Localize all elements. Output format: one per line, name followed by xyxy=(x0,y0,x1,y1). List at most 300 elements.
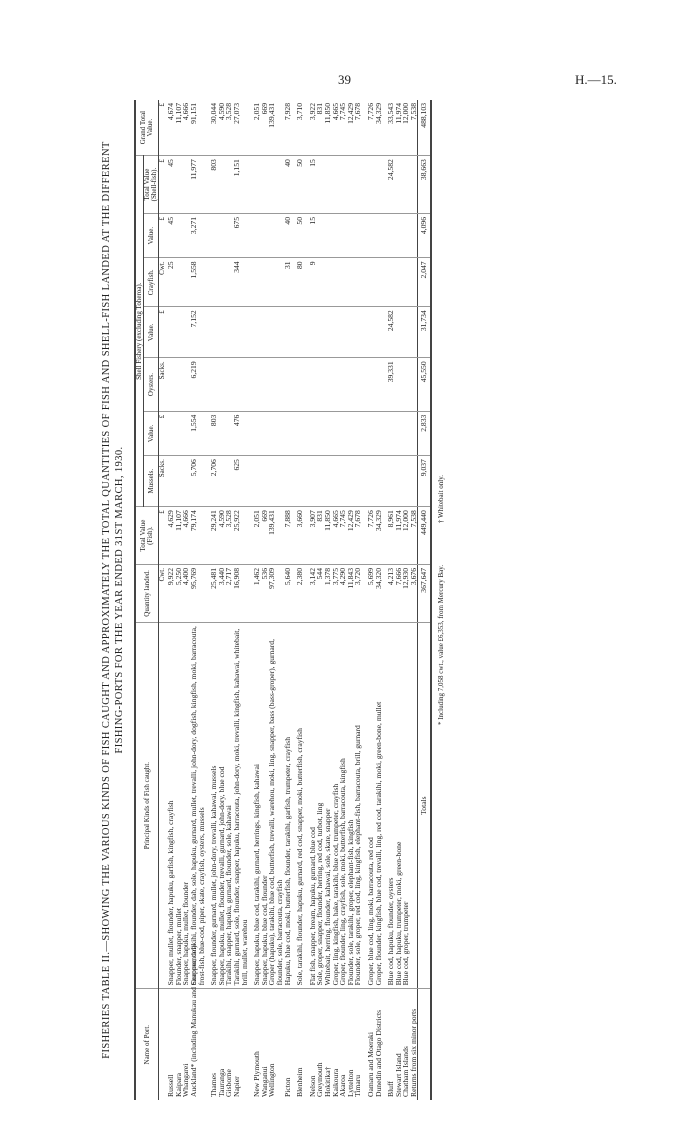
row-kinds: Blue cod, groper, trumpeter xyxy=(402,622,410,989)
row-shell-value: 40 xyxy=(284,156,292,214)
row-oysters-value xyxy=(261,307,269,358)
row-port: Gisborne xyxy=(224,1069,234,1097)
row-quantity: 5,640 xyxy=(284,565,292,623)
row-port: Dunedin and Otago Districts xyxy=(373,1009,383,1097)
row-crayfish-value xyxy=(339,213,347,257)
row-grand-total: 7,538 xyxy=(410,100,418,156)
row-crayfish-value: 50 xyxy=(296,213,304,257)
row-oysters xyxy=(375,358,383,411)
row-mussels-value xyxy=(410,411,418,455)
row-shell-value: 803 xyxy=(210,156,218,214)
row-oysters xyxy=(268,358,283,411)
row-mussels xyxy=(354,456,362,507)
row-mussels-value xyxy=(332,411,340,455)
row-mussels-value xyxy=(402,411,410,455)
header-crayfish: Crayfish. xyxy=(144,258,159,307)
row-shell-value xyxy=(354,156,362,214)
row-port: Stewart Island xyxy=(393,1053,403,1097)
row-oysters-value xyxy=(284,307,292,358)
row-mussels-value xyxy=(309,411,317,455)
row-grand-total: 30,044 xyxy=(210,100,218,156)
totals-oysters: 45,550 xyxy=(418,358,431,411)
header-grand-total: Grand Total Value. xyxy=(135,100,159,156)
row-kinds: Flat fish, snapper, bream, hapuku, gurnard, blue cod xyxy=(309,622,317,989)
row-oysters-value xyxy=(316,307,324,358)
row-oysters xyxy=(324,358,332,411)
row-oysters-value xyxy=(175,307,183,358)
unit-cell: Cwt. xyxy=(159,258,168,307)
row-kinds: Snapper, flounder, gurnard, mullet, john-dory, trevalli, kahawai, mussels xyxy=(210,622,218,989)
row-crayfish: 1,558 xyxy=(190,258,205,307)
row-fish-value: 4,590 xyxy=(218,507,226,565)
header-crayfish-value: Value. xyxy=(144,213,159,257)
row-port: Picton xyxy=(282,1077,292,1097)
row-oysters-value xyxy=(268,307,283,358)
row-port: Akaroa xyxy=(338,1074,348,1097)
totals-grand-total: 488,103 xyxy=(418,100,431,156)
row-quantity: 1,378 xyxy=(324,565,332,623)
row-mussels xyxy=(167,456,175,507)
row-crayfish: 344 xyxy=(233,258,248,307)
row-grand-total: 4,666 xyxy=(182,100,190,156)
row-oysters-value xyxy=(324,307,332,358)
row-mussels xyxy=(253,456,261,507)
row-shell-value xyxy=(332,156,340,214)
row-crayfish xyxy=(261,258,269,307)
row-crayfish: 25 xyxy=(167,258,175,307)
totals-label: Totals xyxy=(418,622,431,989)
row-oysters xyxy=(367,358,375,411)
row-oysters-value xyxy=(375,307,383,358)
row-oysters xyxy=(225,358,233,411)
table-body xyxy=(159,100,418,1100)
totals-crayfish: 2,047 xyxy=(418,258,431,307)
row-quantity: 5,250 xyxy=(175,565,183,623)
row-mussels-value xyxy=(339,411,347,455)
row-mussels-value xyxy=(268,411,283,455)
row-oysters-value xyxy=(354,307,362,358)
row-crayfish-value xyxy=(210,213,218,257)
row-crayfish-value: 3,271 xyxy=(190,213,205,257)
row-grand-total: 669 xyxy=(261,100,269,156)
unit-cell: £ xyxy=(159,156,168,214)
row-grand-total: 33,543 xyxy=(387,100,395,156)
row-quantity: 11,843 xyxy=(347,565,355,623)
header-oysters-value: Value. xyxy=(144,307,159,358)
row-crayfish xyxy=(268,258,283,307)
row-kinds: Groper, blue cod, ling, moki, barracouta, red cod xyxy=(367,622,375,989)
unit-cell: Cwt. xyxy=(159,565,168,623)
row-crayfish-value xyxy=(316,213,324,257)
row-fish-value: 4,629 xyxy=(167,507,175,565)
row-fish-value: 11,107 xyxy=(175,507,183,565)
row-quantity: 3,142 xyxy=(309,565,317,623)
row-grand-total: 7,678 xyxy=(354,100,362,156)
row-quantity: 4,400 xyxy=(182,565,190,623)
row-mussels-value xyxy=(284,411,292,455)
row-grand-total: 4,665 xyxy=(332,100,340,156)
row-grand-total: 11,850 xyxy=(324,100,332,156)
row-shell-value xyxy=(316,156,324,214)
row-quantity: 25,481 xyxy=(210,565,218,623)
row-mussels xyxy=(332,456,340,507)
row-oysters xyxy=(253,358,261,411)
header-oysters: Oysters. xyxy=(144,358,159,411)
row-mussels-value xyxy=(218,411,226,455)
row-crayfish xyxy=(402,258,410,307)
row-oysters-value xyxy=(332,307,340,358)
row-mussels xyxy=(395,456,403,507)
row-fish-value: 12,000 xyxy=(402,507,410,565)
row-fish-value: 3,907 xyxy=(309,507,317,565)
row-kinds: Hapuku, blue cod, moki, butterfish, flounder, tarakihi, garfish, trumpeter, crayfish xyxy=(284,622,292,989)
row-kinds: Snapper, hapuku, mullet, flounder xyxy=(182,622,190,989)
row-shell-value xyxy=(268,156,283,214)
row-port: Thames xyxy=(209,1072,219,1097)
title-line-1: FISHERIES TABLE II.—SHOWING THE VARIOUS KINDS OF FISH CAUGHT AND APPROXIMATELY THE TOTAL QUANTITIES OF FISH AND SHELL-FISH LANDED AT THE DIFFERENT xyxy=(101,141,112,1059)
row-crayfish-value xyxy=(261,213,269,257)
row-kinds: Blue cod, hapuku, flounder, oysters xyxy=(387,622,395,989)
row-crayfish xyxy=(339,258,347,307)
row-mussels xyxy=(309,456,317,507)
row-crayfish-value xyxy=(324,213,332,257)
row-oysters-value xyxy=(253,307,261,358)
row-crayfish: 31 xyxy=(284,258,292,307)
row-mussels xyxy=(261,456,269,507)
row-mussels-value xyxy=(367,411,375,455)
row-fish-value: 831 xyxy=(316,507,324,565)
row-mussels-value: 476 xyxy=(233,411,248,455)
row-crayfish-value: 40 xyxy=(284,213,292,257)
page-number: 39 xyxy=(338,72,351,87)
row-crayfish: 80 xyxy=(296,258,304,307)
row-shell-value xyxy=(375,156,383,214)
row-crayfish: 9 xyxy=(309,258,317,307)
row-quantity: 3,720 xyxy=(354,565,362,623)
row-kinds: Tarakihi, snapper, hapuku, gurnard, flounder, sole, kahawai xyxy=(225,622,233,989)
row-quantity: 95,769 xyxy=(190,565,205,623)
row-oysters: 39,331 xyxy=(387,358,395,411)
row-mussels xyxy=(339,456,347,507)
row-fish-value: 7,888 xyxy=(284,507,292,565)
row-oysters xyxy=(284,358,292,411)
row-port: Oamaru and Moeraki xyxy=(365,1032,375,1097)
row-port: Whangarei xyxy=(181,1063,191,1097)
row-grand-total: 831 xyxy=(316,100,324,156)
totals-row xyxy=(418,100,431,1100)
row-crayfish xyxy=(375,258,383,307)
row-fish-value: 25,922 xyxy=(233,507,248,565)
row-crayfish-value xyxy=(347,213,355,257)
row-kinds: Tarakihi, gurnard, sole, flounder, snapper, hapuku, barracouta, john-dory, moki, trevalli, kingfish, kahawai, whitebait, brill, mullet, warehou xyxy=(233,622,248,989)
header-total-shell: Total Value (Shell-fish). xyxy=(144,156,159,214)
unit-cell: £ xyxy=(159,411,168,455)
row-mussels xyxy=(402,456,410,507)
row-grand-total: 34,329 xyxy=(375,100,383,156)
row-shell-value xyxy=(367,156,375,214)
row-quantity: 536 xyxy=(261,565,269,623)
row-crayfish xyxy=(347,258,355,307)
row-port: Greymouth xyxy=(315,1062,325,1097)
unit-cell: Sacks. xyxy=(159,358,168,411)
row-oysters xyxy=(210,358,218,411)
row-oysters-value xyxy=(210,307,218,358)
row-port: Wellington xyxy=(267,1063,277,1097)
header-mussels-value: Value. xyxy=(144,411,159,455)
row-grand-total: 7,745 xyxy=(339,100,347,156)
totals-mussels: 9,037 xyxy=(418,456,431,507)
row-fish-value: 3,528 xyxy=(225,507,233,565)
row-crayfish-value xyxy=(367,213,375,257)
row-crayfish-value xyxy=(395,213,403,257)
row-mussels xyxy=(296,456,304,507)
row-crayfish-value xyxy=(387,213,395,257)
row-mussels xyxy=(367,456,375,507)
unit-cell: £ xyxy=(159,100,168,156)
row-kinds: Snapper, tarakihi, flounder, dab, sole, hapuku, gurnard, mullet, trevalli, john-dory, dogfish, kingfish, moki, barracouta, frost-fish, blue-cod, piper, skate, crayfish, oysters, mussels xyxy=(190,622,205,989)
row-oysters xyxy=(339,358,347,411)
row-port: Timaru xyxy=(353,1074,363,1097)
row-oysters-value xyxy=(225,307,233,358)
row-fish-value: 3,660 xyxy=(296,507,304,565)
row-mussels: 5,706 xyxy=(190,456,205,507)
row-quantity: 5,699 xyxy=(367,565,375,623)
row-fish-value: 139,431 xyxy=(268,507,283,565)
row-oysters xyxy=(233,358,248,411)
row-crayfish xyxy=(354,258,362,307)
row-oysters-value xyxy=(309,307,317,358)
row-mussels-value xyxy=(354,411,362,455)
row-port: Russell xyxy=(166,1074,176,1097)
totals-crayfish-value: 4,096 xyxy=(418,213,431,257)
row-quantity: 1,462 xyxy=(253,565,261,623)
row-shell-value xyxy=(402,156,410,214)
row-shell-value: 24,582 xyxy=(387,156,395,214)
row-grand-total: 7,928 xyxy=(284,100,292,156)
row-shell-value xyxy=(324,156,332,214)
fisheries-table xyxy=(134,100,432,1100)
row-crayfish-value xyxy=(218,213,226,257)
row-crayfish xyxy=(332,258,340,307)
row-port: New Plymouth xyxy=(252,1051,262,1097)
header-mussels: Mussels. xyxy=(144,456,159,507)
row-grand-total: 12,000 xyxy=(402,100,410,156)
row-oysters xyxy=(167,358,175,411)
row-shell-value: 45 xyxy=(167,156,175,214)
row-quantity: 9,922 xyxy=(167,565,175,623)
row-mussels-value xyxy=(316,411,324,455)
row-kinds: Groper, flounder, ling, crayfish, sole, moki, butterfish, barracouta, kingfish xyxy=(339,622,347,989)
row-oysters-value: 24,582 xyxy=(387,307,395,358)
row-oysters-value xyxy=(395,307,403,358)
row-quantity: 2,717 xyxy=(225,565,233,623)
table-row xyxy=(284,100,292,1100)
row-kinds: Flounder, sole, groper, red cod, ling, kingfish, elephant-fish, barracouta, brill, gurnard xyxy=(354,622,362,989)
row-grand-total: 139,431 xyxy=(268,100,283,156)
row-quantity: 34,320 xyxy=(375,565,383,623)
row-oysters-value xyxy=(339,307,347,358)
header-quantity: Quantity landed. xyxy=(135,565,159,623)
row-crayfish xyxy=(410,258,418,307)
table-row xyxy=(296,100,304,1100)
row-grand-total: 11,974 xyxy=(395,100,403,156)
row-quantity: 2,380 xyxy=(296,565,304,623)
row-fish-value: 2,051 xyxy=(253,507,261,565)
row-mussels xyxy=(375,456,383,507)
row-oysters xyxy=(402,358,410,411)
table-row xyxy=(375,100,383,1100)
row-oysters xyxy=(347,358,355,411)
row-shell-value: 1,151 xyxy=(233,156,248,214)
row-grand-total: 91,151 xyxy=(190,100,205,156)
row-quantity: 12,930 xyxy=(402,565,410,623)
row-mussels xyxy=(268,456,283,507)
row-fish-value: 79,174 xyxy=(190,507,205,565)
row-grand-total: 4,590 xyxy=(218,100,226,156)
row-crayfish xyxy=(395,258,403,307)
row-crayfish xyxy=(218,258,226,307)
table-row xyxy=(233,100,248,1100)
row-fish-value: 7,538 xyxy=(410,507,418,565)
table-row xyxy=(190,100,205,1100)
row-grand-total: 3,528 xyxy=(225,100,233,156)
row-crayfish-value xyxy=(410,213,418,257)
row-oysters-value xyxy=(167,307,175,358)
row-kinds: Groper, flounder, kingfish, blue cod, trevalli, ling, red cod, tarakihi, moki, green-bone, mullet xyxy=(375,622,383,989)
row-kinds: Groper, ling, kingfish, hake, tarakihi, blue cod, trumpeter, crayfish xyxy=(332,622,340,989)
row-mussels xyxy=(218,456,226,507)
row-crayfish-value xyxy=(175,213,183,257)
row-oysters-value xyxy=(347,307,355,358)
row-crayfish-value: 45 xyxy=(167,213,175,257)
header-port: Name of Port. xyxy=(135,989,159,1100)
row-mussels-value xyxy=(175,411,183,455)
row-fish-value: 7,745 xyxy=(339,507,347,565)
row-crayfish-value: 15 xyxy=(309,213,317,257)
row-mussels-value xyxy=(253,411,261,455)
row-oysters xyxy=(410,358,418,411)
row-mussels-value xyxy=(296,411,304,455)
row-quantity: 16,908 xyxy=(233,565,248,623)
unit-cell: £ xyxy=(159,213,168,257)
row-grand-total: 7,726 xyxy=(367,100,375,156)
row-quantity: 4,290 xyxy=(339,565,347,623)
row-grand-total: 27,073 xyxy=(233,100,248,156)
row-oysters-value xyxy=(233,307,248,358)
row-fish-value: 4,666 xyxy=(182,507,190,565)
footnote-star: * Including 7,058 cwt., value £6,353, from Mercury Bay. xyxy=(437,564,446,726)
table-row xyxy=(402,100,410,1100)
row-mussels xyxy=(387,456,395,507)
row-kinds: Flounder, snapper, mullet xyxy=(175,622,183,989)
row-oysters-value xyxy=(410,307,418,358)
row-mussels xyxy=(284,456,292,507)
row-kinds: Sole, tarakihi, flounder, hapuku, gurnard, red cod, snapper, moki, butterfish, crayfish xyxy=(296,622,304,989)
row-oysters xyxy=(354,358,362,411)
row-port: Auckland* (including Manukau and Coromandel) xyxy=(189,945,199,1097)
row-port: Blenheim xyxy=(295,1067,305,1097)
row-shell-value xyxy=(253,156,261,214)
row-oysters-value xyxy=(218,307,226,358)
footnotes xyxy=(438,100,445,1100)
row-mussels xyxy=(410,456,418,507)
row-shell-value: 11,977 xyxy=(190,156,205,214)
row-grand-total: 12,429 xyxy=(347,100,355,156)
row-crayfish xyxy=(367,258,375,307)
row-port: Kaipara xyxy=(173,1072,183,1097)
row-fish-value: 4,665 xyxy=(332,507,340,565)
row-fish-value: 29,241 xyxy=(210,507,218,565)
row-port: Tauranga xyxy=(216,1068,226,1097)
row-port: Napier xyxy=(232,1076,241,1097)
row-oysters xyxy=(261,358,269,411)
row-mussels xyxy=(175,456,183,507)
row-quantity: 3,775 xyxy=(332,565,340,623)
row-grand-total: 2,051 xyxy=(253,100,261,156)
row-kinds: Snapper, hapuku, blue cod, tarakihi, gurnard, herrings, kingfish, kahawai xyxy=(253,622,261,989)
row-grand-total: 11,107 xyxy=(175,100,183,156)
row-mussels-value xyxy=(375,411,383,455)
row-crayfish xyxy=(387,258,395,307)
row-mussels-value xyxy=(387,411,395,455)
row-fish-value: 669 xyxy=(261,507,269,565)
row-mussels: 2,706 xyxy=(210,456,218,507)
row-shell-value: 50 xyxy=(296,156,304,214)
totals-shell-value: 38,663 xyxy=(418,156,431,214)
title-line-2: FISHING-PORTS FOR THE YEAR ENDED 31ST MARCH, 1930. xyxy=(114,446,126,754)
row-kinds: Snapper, hapuku, blue cod, flounder xyxy=(261,622,269,989)
row-kinds: Flounder, sole, tarakihi, groper, elephant-fish, kingfish xyxy=(347,622,355,989)
header-fish-value: Total Value (Fish). xyxy=(135,507,159,565)
row-crayfish-value xyxy=(354,213,362,257)
row-crayfish-value xyxy=(375,213,383,257)
row-port: Wanganui xyxy=(259,1066,269,1097)
row-quantity: 97,309 xyxy=(268,565,283,623)
report-reference: H.—15. xyxy=(575,72,617,87)
row-shell-value xyxy=(261,156,269,214)
totals-quantity: 367,647 xyxy=(418,565,431,623)
row-mussels: 625 xyxy=(233,456,248,507)
footnote-dagger: † Whitebait only. xyxy=(437,474,446,524)
rotated-table-page xyxy=(100,100,660,1100)
row-shell-value xyxy=(218,156,226,214)
row-kinds: Snapper, hapuku, mullet, flounder, trevalli, gurnard, john-dory, blue cod xyxy=(218,622,226,989)
row-kinds: Snapper, mullet, flounder, hapuku, garfish, kingfish, crayfish xyxy=(167,622,175,989)
row-crayfish xyxy=(253,258,261,307)
unit-cell: £ xyxy=(159,507,168,565)
row-kinds: Sole, groper, snapper, flounder, herring, red cod, turbot, ling xyxy=(316,622,324,989)
row-shell-value xyxy=(395,156,403,214)
totals-fish-value: 449,440 xyxy=(418,507,431,565)
row-oysters xyxy=(175,358,183,411)
row-kinds xyxy=(410,622,418,989)
table-row xyxy=(268,100,283,1100)
row-kinds: Blue cod, hapuku, trumpeter, moki, green-bone xyxy=(395,622,403,989)
row-shell-value xyxy=(339,156,347,214)
row-crayfish-value xyxy=(402,213,410,257)
row-shell-value xyxy=(175,156,183,214)
totals-oysters-value: 31,734 xyxy=(418,307,431,358)
row-shell-value xyxy=(347,156,355,214)
row-oysters xyxy=(332,358,340,411)
row-grand-total: 4,674 xyxy=(167,100,175,156)
header-shell-group: Shell Fishery (excluding Toheroa). xyxy=(135,156,144,507)
row-mussels-value xyxy=(167,411,175,455)
unit-cell: Sacks. xyxy=(159,456,168,507)
totals-mussels-value: 2,833 xyxy=(418,411,431,455)
row-kinds: Groper (hapuku), tarakihi, blue cod, butterfish, trevalli, warehou, moki, ling, snapper, bass (bass-groper), gurnard, flounder, sole, barracouta, crayfish xyxy=(268,622,283,989)
row-fish-value: 11,974 xyxy=(395,507,403,565)
